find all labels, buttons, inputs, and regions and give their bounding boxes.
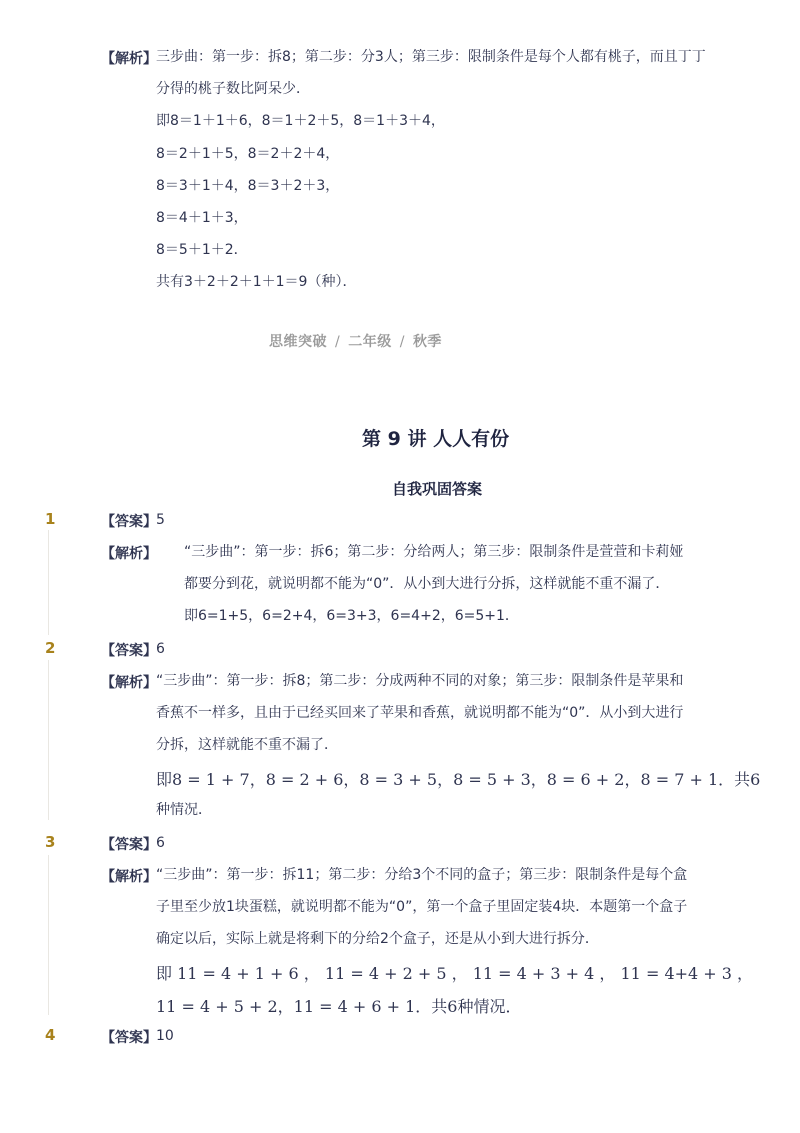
analysis-line: 即8＝1＋1＋6，8＝1＋2＋5，8＝1＋3＋4，	[156, 113, 445, 129]
analysis-line: 确定以后，实际上就是将剩下的分给2个盒子，还是从小到大进行拆分．	[156, 931, 599, 947]
analysis-line: 分得的桃子数比阿呆少．	[156, 81, 310, 97]
analysis-line: “三步曲”：第一步：拆8；第二步：分成两种不同的对象；第三步：限制条件是苹果和	[156, 673, 684, 689]
page-footer	[269, 331, 442, 351]
equation-line: 即8 = 1 + 7，8 = 2 + 6，8 = 3 + 5，8 = 5 + 3，8 = 6 + 2，8 = 7 + 1．共6	[156, 770, 761, 789]
analysis-label: 【解析】	[101, 51, 157, 67]
answer-label: 【答案】	[101, 1030, 157, 1046]
equation-line: 即 11 = 4 + 1 + 6 ， 11 = 4 + 2 + 5 ， 11 = 4 + 3 + 4 ， 11 = 4+4 + 3 ，	[156, 964, 754, 983]
answer-label: 【答案】	[101, 514, 157, 530]
analysis-line: 种情况．	[156, 802, 212, 818]
analysis-line: 香蕉不一样多，且由于已经买回来了苹果和香蕉，就说明都不能为“0”．从小到大进行	[156, 705, 684, 721]
answer-value: 5	[156, 512, 165, 528]
analysis-line: 8＝3＋1＋4，8＝3＋2＋3，	[156, 178, 340, 194]
question-number: 3	[45, 833, 56, 851]
analysis-line: 共有3＋2＋2＋1＋1＝9（种）．	[156, 274, 357, 290]
analysis-line: “三步曲”：第一步：拆6；第二步：分给两人；第三步：限制条件是萱萱和卡莉娅	[170, 544, 684, 560]
analysis-label: 【解析】	[101, 675, 157, 691]
analysis-label: 【解析】	[101, 546, 157, 562]
analysis-line: 8＝5＋1＋2．	[156, 242, 248, 258]
analysis-line: 分拆，这样就能不重不漏了．	[156, 737, 338, 753]
analysis-line: 8＝4＋1＋3，	[156, 210, 248, 226]
analysis-line: 子里至少放1块蛋糕，就说明都不能为“0”，第一个盒子里固定装4块．本题第一个盒子	[156, 899, 688, 915]
analysis-line: 都要分到花，就说明都不能为“0”．从小到大进行分拆，这样就能不重不漏了．	[184, 576, 670, 592]
question-number: 4	[45, 1026, 56, 1044]
answer-value: 10	[156, 1028, 174, 1044]
section-title: 自我巩固答案	[392, 480, 483, 498]
footer-season: 秋季	[412, 334, 442, 350]
equation-line: 11 = 4 + 5 + 2，11 = 4 + 6 + 1．共6种情况．	[156, 997, 522, 1016]
divider	[48, 660, 49, 820]
footer-separator: /	[399, 334, 405, 350]
analysis-line: 8＝2＋1＋5，8＝2＋2＋4，	[156, 146, 340, 162]
answer-value: 6	[156, 835, 165, 851]
answer-label: 【答案】	[101, 837, 157, 853]
question-number: 1	[45, 510, 56, 528]
analysis-line: 三步曲：第一步：拆8；第二步：分3人；第三步：限制条件是每个人都有桃子，而且丁丁	[156, 49, 706, 65]
footer-separator: /	[335, 334, 341, 350]
analysis-line: “三步曲”：第一步：拆11；第二步：分给3个不同的盒子；第三步：限制条件是每个盒	[156, 867, 688, 883]
question-number: 2	[45, 639, 56, 657]
answer-label: 【答案】	[101, 643, 157, 659]
analysis-label: 【解析】	[101, 869, 157, 885]
analysis-line: 即6=1+5，6=2+4，6=3+3，6=4+2，6=5+1．	[184, 608, 519, 624]
divider	[48, 855, 49, 1015]
footer-grade: 二年级	[348, 334, 392, 350]
divider	[48, 530, 49, 635]
lecture-title: 第 9 讲 人人有份	[362, 428, 510, 450]
footer-course: 思维突破	[269, 334, 327, 350]
answer-value: 6	[156, 641, 165, 657]
